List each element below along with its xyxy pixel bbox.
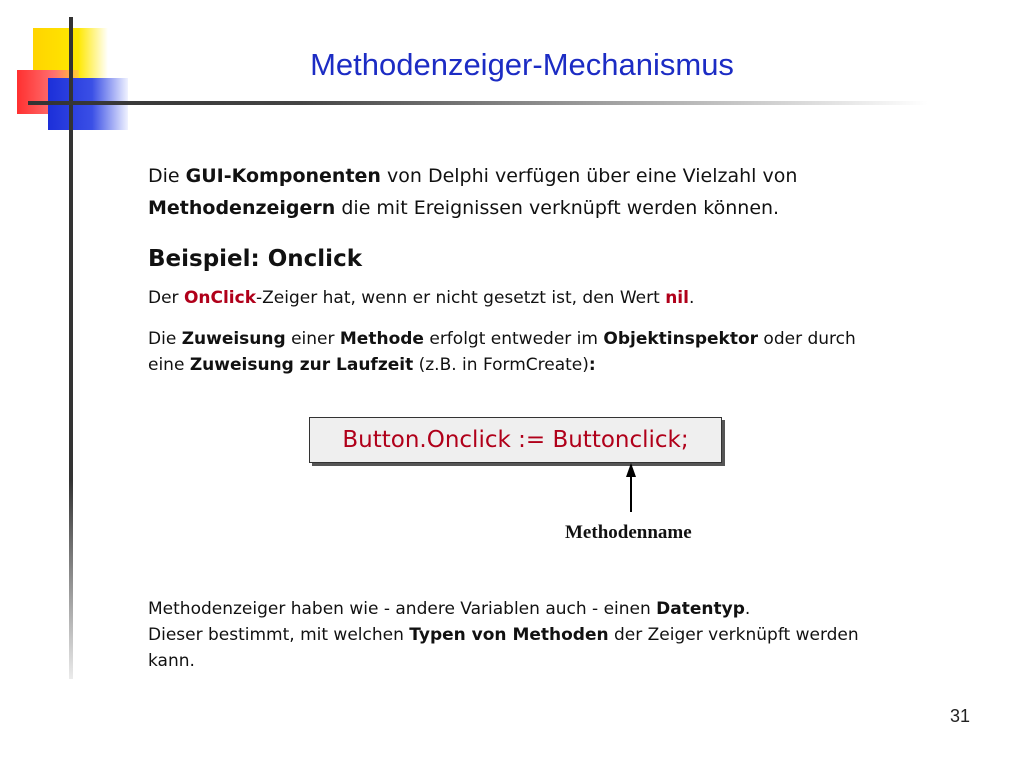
closing-text-4: der Zeiger verknüpft werden <box>608 625 859 645</box>
example-heading: Beispiel: Onclick <box>148 246 362 272</box>
decor-horizontal-line <box>28 101 928 105</box>
onclick-text-3: . <box>688 288 695 308</box>
assign-bold-zuweisung: Zuweisung <box>181 329 286 349</box>
closing-bold-datentyp: Datentyp <box>656 599 745 619</box>
page-number: 31 <box>950 706 971 726</box>
onclick-text-2: -Zeiger hat, wenn er nicht gesetzt ist, den Wert <box>256 288 666 308</box>
intro-text-1: Die <box>148 165 186 187</box>
intro-bold-methodenzeigern: Methodenzeigern <box>148 197 336 219</box>
closing-text-3: Dieser bestimmt, mit welchen <box>148 625 410 645</box>
assignment-paragraph <box>148 326 1008 378</box>
assign-bold-objektinspektor: Objektinspektor <box>603 329 759 349</box>
onclick-paragraph <box>148 285 1008 311</box>
slide-title: Methodenzeiger-Mechanismus <box>310 47 734 82</box>
arrow-shaft <box>630 465 632 512</box>
closing-paragraph <box>148 596 1008 674</box>
closing-text-1: Methodenzeiger haben wie - andere Variablen auch - einen <box>148 599 657 619</box>
intro-text-3: die mit Ereignissen verknüpft werden können. <box>335 197 780 219</box>
intro-text-2: von Delphi verfügen über eine Vielzahl von <box>380 165 798 187</box>
onclick-text-1: Der <box>148 288 184 308</box>
assign-text-1: Die <box>148 329 182 349</box>
assign-text-2: einer <box>285 329 340 349</box>
intro-bold-gui: GUI-Komponenten <box>185 165 381 187</box>
intro-paragraph <box>148 160 1008 224</box>
closing-text-2: . <box>744 599 751 619</box>
assign-text-4: oder durch <box>758 329 856 349</box>
code-example-box: Button.Onclick := Buttonclick; <box>309 417 722 463</box>
assign-text-3: erfolgt entweder im <box>423 329 604 349</box>
closing-text-5: kann. <box>148 651 195 671</box>
nil-keyword: nil <box>665 288 689 308</box>
assign-bold-methode: Methode <box>339 329 424 349</box>
decor-vertical-line <box>69 17 73 679</box>
closing-bold-typen: Typen von Methoden <box>409 625 609 645</box>
assign-text-5: eine <box>148 355 190 375</box>
method-name-label: Methodenname <box>565 522 692 543</box>
assign-colon: : <box>588 355 596 375</box>
assign-bold-laufzeit: Zuweisung zur Laufzeit <box>189 355 414 375</box>
onclick-keyword: OnClick <box>183 288 257 308</box>
assign-text-6: (z.B. in FormCreate) <box>413 355 589 375</box>
